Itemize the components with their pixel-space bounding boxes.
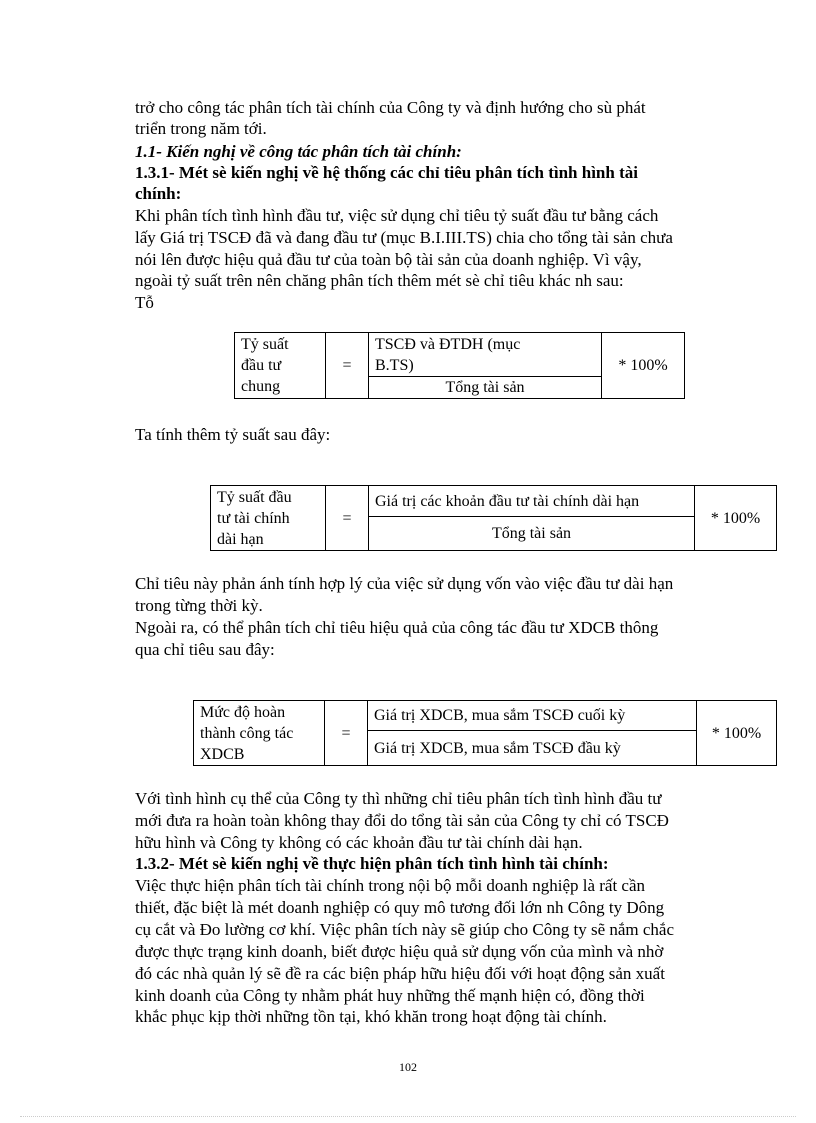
heading-1-3-2: 1.3.2- Mét sè kiến nghị về thực hiện phân tích tình hình tài chính: xyxy=(135,854,609,873)
investment-line-4: ngoài tỷ suất trên nên chăng phân tích thêm mét sè chỉ tiêu khác nh sau: xyxy=(135,271,624,290)
investment-line-3: nói lên được hiệu quả đầu tư của toàn bộ tài sản của doanh nghiệp. Vì vậy, xyxy=(135,250,642,269)
intro-line-1: trở cho công tác phân tích tài chính của Công ty và định hướng cho sù phát xyxy=(135,98,646,117)
add-ratio-line: Ta tính thêm tỷ suất sau đây: xyxy=(135,425,331,444)
investment-line-2: lấy Giá trị TSCĐ đã và đang đầu tư (mục B.I.III.TS) chia cho tổng tài sản chưa xyxy=(135,228,673,247)
intro-line-2: triển trong năm tới. xyxy=(135,119,267,138)
formula-table-3 xyxy=(193,700,777,766)
final-line-2: thiết, đặc biệt là mét doanh nghiệp có quy mô tương đối lớn nh Công ty Dông xyxy=(135,898,665,917)
formula-1-label: Tỷ suất đầu tư chung xyxy=(235,333,326,399)
heading-1-1: 1.1- Kiến nghị về công tác phân tích tài chính: xyxy=(135,142,462,161)
investment-line-5: Tỗ xyxy=(135,293,154,312)
formula-1-equals: = xyxy=(326,333,369,399)
formula-table-1 xyxy=(234,332,685,399)
page-number: 102 xyxy=(399,1060,417,1074)
formula-3-label: Mức độ hoàn thành công tác XDCB xyxy=(194,701,325,766)
situation-line-1: Với tình hình cụ thể của Công ty thì những chỉ tiêu phân tích tình hình đầu tư xyxy=(135,789,662,808)
final-line-3: cụ cắt và Đo lường cơ khí. Việc phân tích này sẽ giúp cho Công ty sẽ nắm chắc xyxy=(135,920,675,939)
page-bottom-divider xyxy=(20,1116,796,1117)
reflect-line-2: trong từng thời kỳ. xyxy=(135,596,263,615)
reflect-line-4: qua chỉ tiêu sau đây: xyxy=(135,640,275,659)
situation-line-3: hữu hình và Công ty không có các khoản đầu tư tài chính dài hạn. xyxy=(135,833,583,852)
formula-3-equals: = xyxy=(325,701,368,766)
investment-line-1: Khi phân tích tình hình đầu tư, việc sử dụng chỉ tiêu tỷ suất đầu tư bằng cách xyxy=(135,206,659,225)
formula-2-numerator: Giá trị các khoản đầu tư tài chính dài hạn xyxy=(369,486,695,517)
formula-2-label: Tỷ suất đầu tư tài chính dài hạn xyxy=(211,486,326,551)
formula-2-multiplier: * 100% xyxy=(695,486,777,551)
formula-2-denominator: Tổng tài sản xyxy=(369,517,695,551)
final-line-1: Việc thực hiện phân tích tài chính trong nội bộ mỗi doanh nghiệp là rất cần xyxy=(135,876,646,895)
formula-1-multiplier: * 100% xyxy=(602,333,685,399)
final-line-4: được thực trạng kinh doanh, biết được hiệu quả sử dụng vốn của mình và nhờ xyxy=(135,942,664,961)
situation-line-2: mới đưa ra hoàn toàn không thay đổi do tổng tài sản của Công ty chỉ có TSCĐ xyxy=(135,811,669,830)
final-line-7: khắc phục kịp thời những tồn tại, khó khăn trong hoạt động tài chính. xyxy=(135,1007,607,1026)
formula-table-2 xyxy=(210,485,777,551)
final-line-5: đó các nhà quản lý sẽ đề ra các biện pháp hữu hiệu đối với hoạt động sản xuất xyxy=(135,964,665,983)
formula-3-denominator: Giá trị XDCB, mua sắm TSCĐ đầu kỳ xyxy=(368,731,697,766)
reflect-line-1: Chỉ tiêu này phản ánh tính hợp lý của việc sử dụng vốn vào việc đầu tư dài hạn xyxy=(135,574,674,593)
formula-3-multiplier: * 100% xyxy=(697,701,777,766)
final-line-6: kinh doanh của Công ty nhằm phát huy những thế mạnh hiện có, đồng thời xyxy=(135,986,645,1005)
formula-2-equals: = xyxy=(326,486,369,551)
formula-1-numerator: TSCĐ và ĐTDH (mục B.TS) xyxy=(369,333,602,377)
heading-1-3-1-line-1: 1.3.1- Mét sè kiến nghị về hệ thống các chỉ tiêu phân tích tình hình tài xyxy=(135,163,638,182)
formula-3-numerator: Giá trị XDCB, mua sắm TSCĐ cuối kỳ xyxy=(368,701,697,731)
heading-1-3-1-line-2: chính: xyxy=(135,184,182,203)
reflect-line-3: Ngoài ra, có thể phân tích chỉ tiêu hiệu quả của công tác đầu tư XDCB thông xyxy=(135,618,659,637)
formula-1-denominator: Tổng tài sản xyxy=(369,377,602,399)
